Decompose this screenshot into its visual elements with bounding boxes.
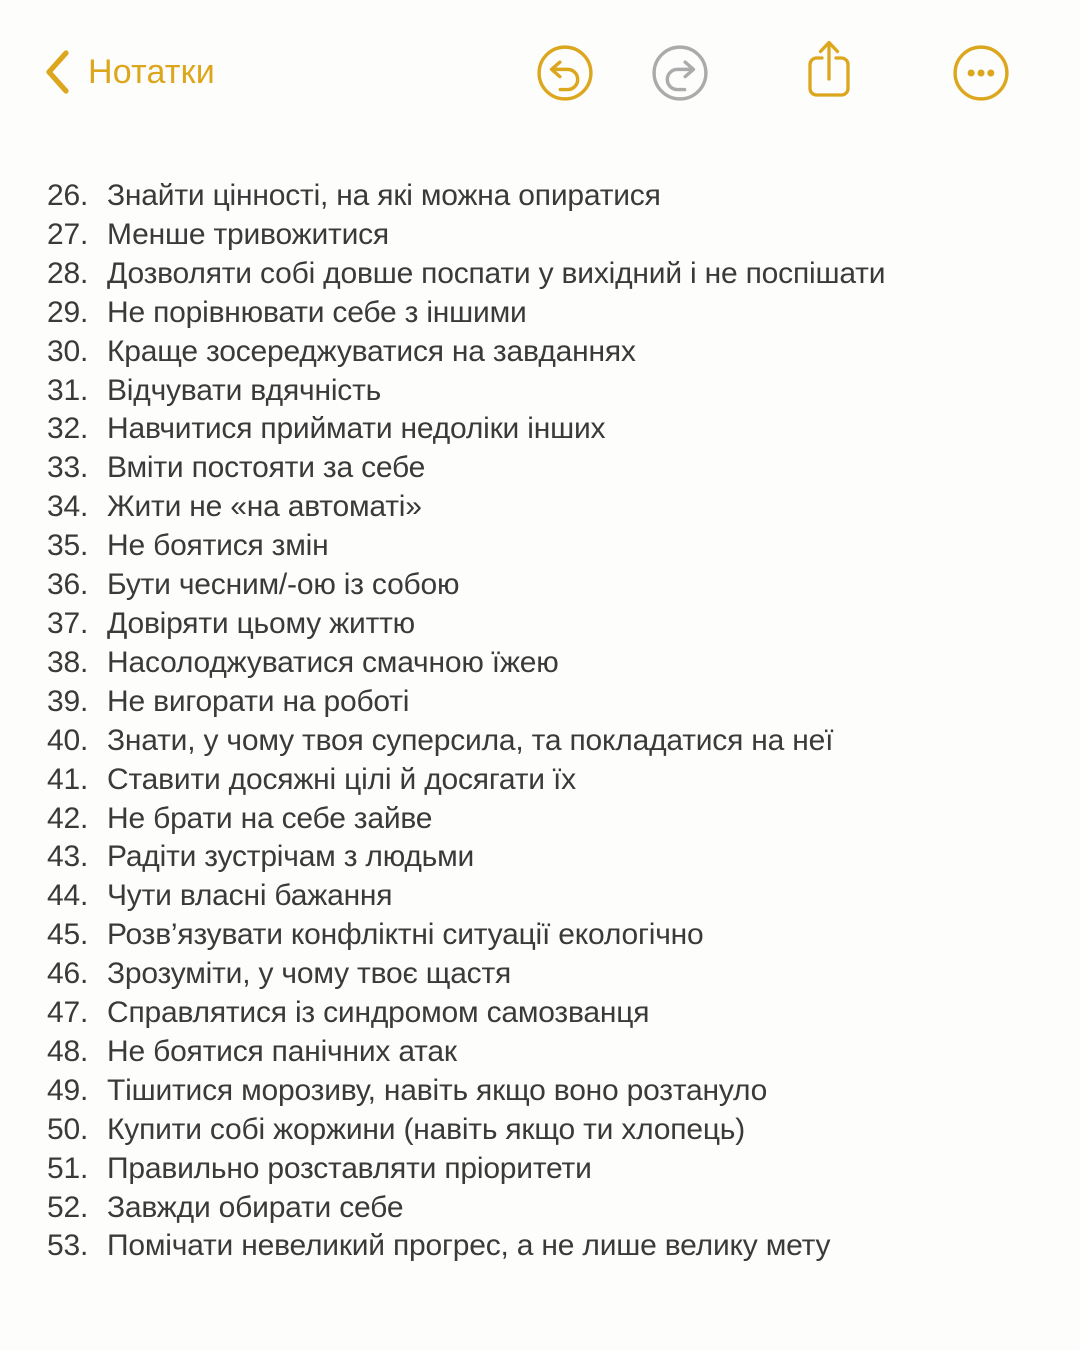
list-item[interactable] [47,449,1050,488]
list-item[interactable] [47,838,1050,877]
list-item-number: 31. [47,373,89,407]
list-item[interactable] [47,1111,1050,1150]
list-item-number: 46. [47,957,89,991]
list-item[interactable] [47,566,1050,605]
list-item[interactable] [47,527,1050,566]
list-item-text: Бути чесним/-ою із собою [107,568,460,602]
undo-icon [536,44,594,102]
list-item-number: 50. [47,1112,89,1146]
list-item-text: Відчувати вдячність [107,373,382,407]
list-item-number: 29. [47,295,89,329]
list-item-number: 27. [47,217,89,251]
list-item[interactable] [47,1227,1050,1266]
list-item-text: Знати, у чому твоя суперсила, та покладатися на неї [107,723,834,757]
list-item[interactable] [47,216,1050,255]
list-item-number: 45. [47,918,89,952]
list-item-number: 33. [47,451,89,485]
more-button[interactable] [952,44,1010,102]
list-item-number: 26. [47,179,89,212]
list-item[interactable] [47,333,1050,372]
redo-icon [651,44,709,102]
list-item[interactable] [47,605,1050,644]
list-item-text: Завжди обирати себе [107,1190,404,1224]
list-item-text: Вміти постояти за себе [107,451,426,485]
undo-button[interactable] [536,44,594,102]
list-item-text: Не вигорати на роботі [107,684,410,718]
list-item[interactable] [47,683,1050,722]
list-item-number: 30. [47,334,89,368]
list-item-text: Менше тривожитися [107,217,389,251]
back-button[interactable] [42,42,215,102]
redo-button[interactable] [651,44,709,102]
list-item[interactable] [47,1189,1050,1228]
list-item[interactable] [47,722,1050,761]
list-item[interactable] [47,372,1050,411]
list-item-number: 38. [47,645,89,679]
list-item[interactable] [47,255,1050,294]
list-item-number: 32. [47,412,89,446]
ellipsis-circle-icon [952,44,1010,102]
list-item-text: Дозволяти собі довше поспати у вихідний і не поспішати [107,256,886,290]
list-item-text: Не брати на себе зайве [107,801,433,835]
list-item-text: Ставити досяжні цілі й досягати їх [107,762,576,796]
list-item-number: 44. [47,879,89,913]
note-body[interactable] [47,177,1050,1266]
list-item-number: 43. [47,840,89,874]
list-item-number: 52. [47,1190,89,1224]
list-item[interactable] [47,488,1050,527]
list-item-text: Не боятися панічних атак [107,1034,457,1068]
list-item[interactable] [47,1072,1050,1111]
list-item-number: 53. [47,1229,89,1263]
list-item-text: Тішитися морозиву, навіть якщо воно розтануло [107,1073,768,1107]
list-item-text: Не порівнювати себе з іншими [107,295,527,329]
share-button[interactable] [801,33,857,103]
list-item[interactable] [47,761,1050,800]
list-item[interactable] [47,877,1050,916]
list-item[interactable] [47,955,1050,994]
list-item-number: 40. [47,723,89,757]
list-item-number: 47. [47,996,89,1030]
back-button-label: Нотатки [88,53,215,91]
list-item-number: 28. [47,256,89,290]
list-item-text: Навчитися приймати недоліки інших [107,412,606,446]
list-item-number: 39. [47,684,89,718]
list-item-text: Довіряти цьому життю [107,606,415,640]
list-item[interactable] [47,1150,1050,1189]
list-item-text: Радіти зустрічам з людьми [107,840,475,874]
list-item-number: 48. [47,1034,89,1068]
list-item[interactable] [47,294,1050,333]
list-item[interactable] [47,994,1050,1033]
nav-bar [0,0,1080,140]
list-item-number: 41. [47,762,89,796]
list-item-text: Чути власні бажання [107,879,393,913]
list-item-text: Насолоджуватися смачною їжею [107,645,559,679]
list-item-text: Купити собі жоржини (навіть якщо ти хлопець) [107,1112,746,1146]
list-item-number: 35. [47,529,89,563]
list-item-text: Жити не «на автоматі» [107,490,422,524]
list-item-number: 36. [47,568,89,602]
list-item-number: 34. [47,490,89,524]
list-item-text: Зрозуміти, у чому твоє щастя [107,957,512,991]
list-item-number: 37. [47,606,89,640]
list-item-text: Правильно розставляти пріоритети [107,1151,592,1185]
list-item-number: 49. [47,1073,89,1107]
list-item-text: Краще зосереджуватися на завданнях [107,334,636,368]
list-item-number: 42. [47,801,89,835]
list-item[interactable] [47,177,1050,216]
list-item-text: Не боятися змін [107,529,329,563]
list-item-number: 51. [47,1151,89,1185]
back-chevron-icon [42,48,72,96]
share-icon [801,33,857,103]
list-item[interactable] [47,1033,1050,1072]
list-item[interactable] [47,916,1050,955]
list-item-text: Розв’язувати конфліктні ситуації екологічно [107,918,704,952]
list-item-text: Справлятися із синдромом самозванця [107,996,650,1030]
list-item-text: Помічати невеликий прогрес, а не лише велику мету [107,1229,831,1263]
list-item-text: Знайти цінності, на які можна опиратися [107,179,661,212]
list-item[interactable] [47,410,1050,449]
list-item[interactable] [47,800,1050,839]
list-item[interactable] [47,644,1050,683]
